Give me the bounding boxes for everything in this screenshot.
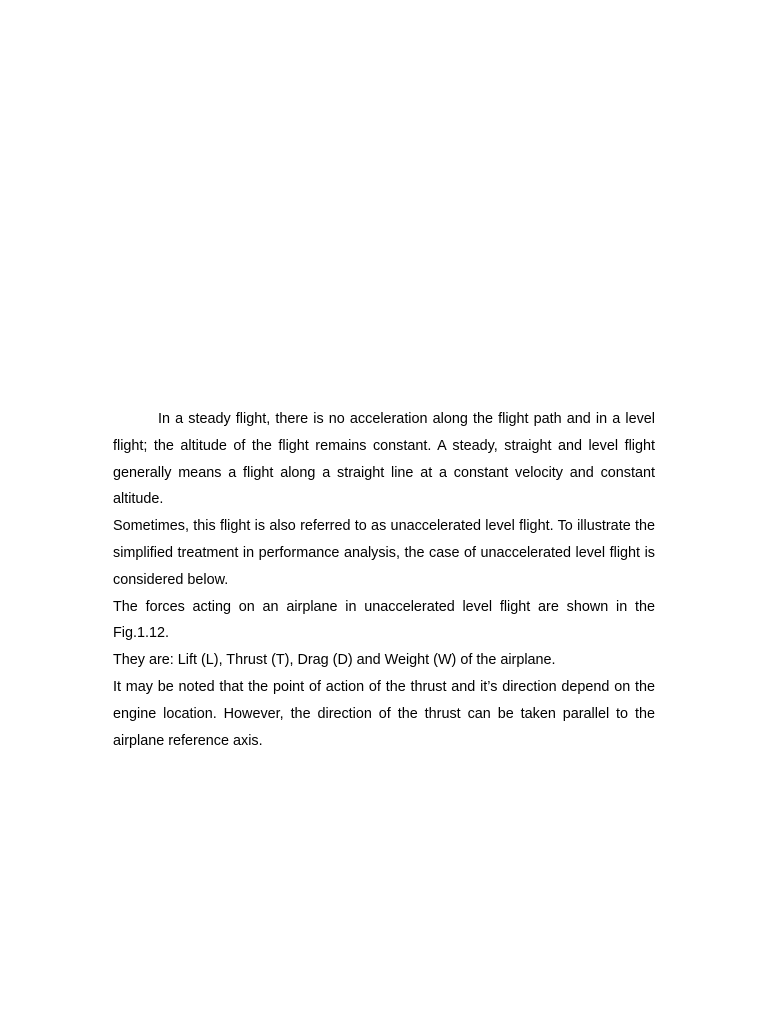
- body-text: [113, 406, 655, 754]
- paragraph-steady-flight: In a steady flight, there is no acceleration along the flight path and in a level flight; the altitude of the flight remains constant. A steady, straight and level flight generally means a flight along a straight line at a constant velocity and constant altitude.: [113, 411, 655, 508]
- paragraph-force-list: They are: Lift (L), Thrust (T), Drag (D) and Weight (W) of the airplane.: [113, 652, 556, 669]
- paragraph-forces: The forces acting on an airplane in unaccelerated level flight are shown in the Fig.1.12.: [113, 598, 655, 642]
- paragraph-thrust-direction: It may be noted that the point of action of the thrust and it’s direction depend on the engine location. However, the direction of the thrust can be taken parallel to the airplane reference axis.: [113, 678, 655, 749]
- paragraph-unaccelerated-flight: Sometimes, this flight is also referred to as unaccelerated level flight. To illustrate the simplified treatment in performance analysis, the case of unaccelerated level flight is considered below.: [113, 518, 655, 588]
